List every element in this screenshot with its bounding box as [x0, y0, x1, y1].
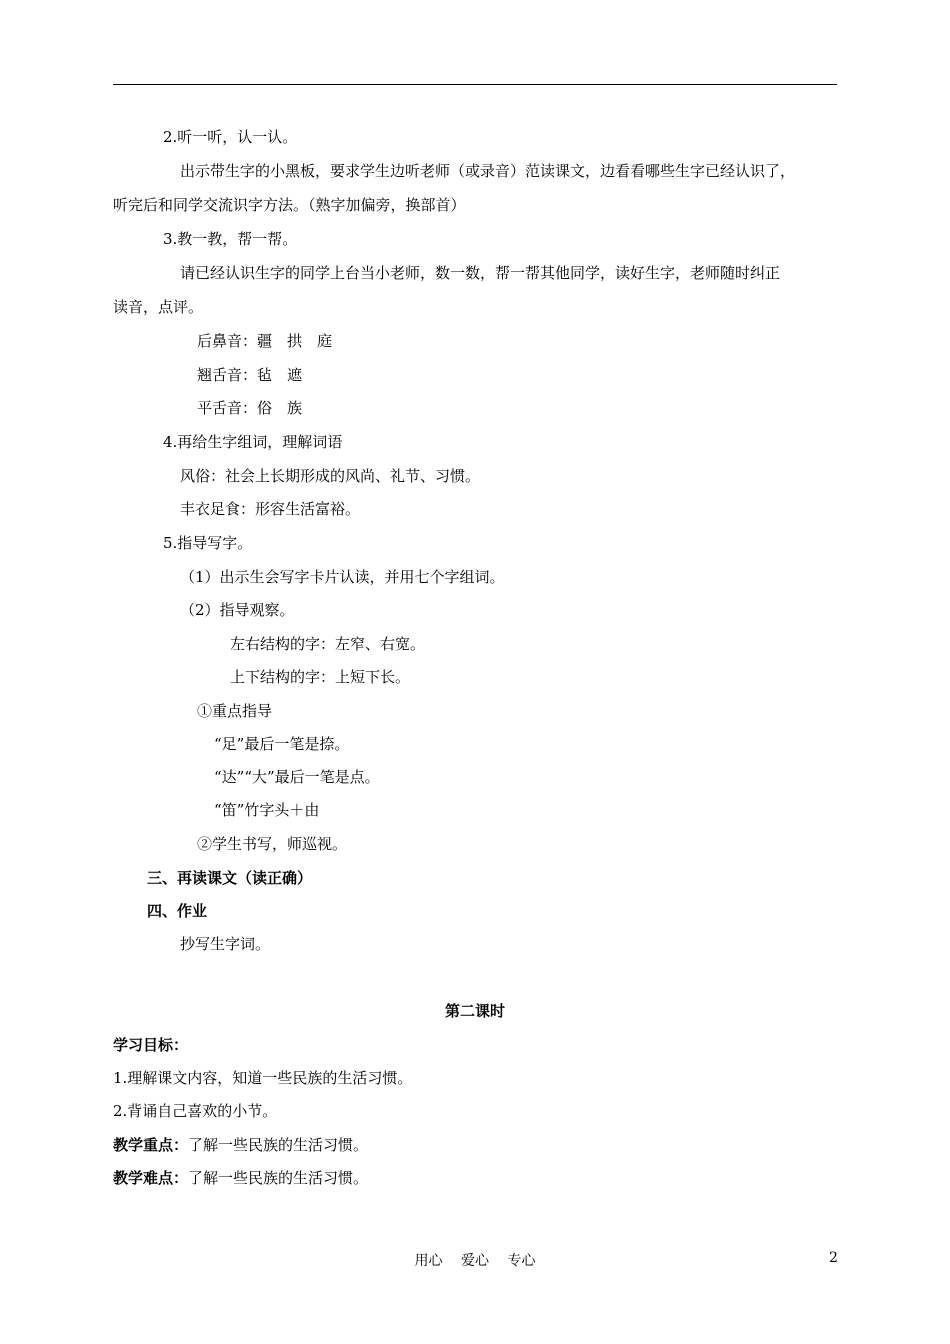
list-item: 左右结构的字：左窄、右宽。 — [230, 635, 426, 653]
sub-step: （2）指导观察。 — [180, 601, 295, 619]
section-heading: 四、作业 — [147, 902, 208, 920]
list-item: 平舌音：俗 族 — [197, 399, 303, 417]
list-item: ②学生书写，师巡视。 — [197, 835, 348, 853]
step-4-heading: 4.再给生字组词，理解词语 — [163, 433, 343, 451]
paragraph-line: 出示带生字的小黑板，要求学生边听老师（或录音）范读课文，边看看哪些生字已经认识了， — [180, 162, 796, 180]
goal-item: 2.背诵自己喜欢的小节。 — [113, 1102, 278, 1120]
list-item: ①重点指导 — [197, 702, 273, 720]
goal-item: 1.理解课文内容，知道一些民族的生活习惯。 — [113, 1069, 413, 1087]
section-heading: 三、再读课文（读正确） — [147, 869, 313, 887]
step-2-heading: 2.听一听，认一认。 — [163, 128, 298, 146]
paragraph-line: 请已经认识生字的同学上台当小老师，数一数，帮一帮其他同学，读好生字，老师随时纠正 — [180, 264, 781, 282]
paragraph-line: 抄写生字词。 — [180, 935, 271, 953]
header-rule — [113, 84, 837, 85]
list-item: 上下结构的字：上短下长。 — [230, 668, 411, 686]
goals-label: 学习目标： — [113, 1036, 189, 1054]
list-item: “达”“大”最后一笔是点。 — [214, 768, 380, 786]
page-number: 2 — [829, 1250, 838, 1266]
step-5-heading: 5.指导写字。 — [163, 534, 253, 552]
list-item: “笛”竹字头＋由 — [214, 801, 320, 819]
paragraph-line: 读音，点评。 — [113, 298, 204, 316]
key-point-text: 了解一些民族的生活习惯。 — [188, 1136, 369, 1154]
lesson-title: 第二课时 — [444, 1002, 505, 1020]
difficulty-label: 教学难点： — [113, 1169, 189, 1187]
key-point-line — [113, 1135, 368, 1155]
definition-item: 风俗：社会上长期形成的风尚、礼节、习惯。 — [180, 467, 481, 485]
key-point-label: 教学重点： — [113, 1136, 189, 1154]
sub-step: （1）出示生会写字卡片认读，并用七个字组词。 — [180, 568, 505, 586]
list-item: 翘舌音：毡 遮 — [197, 366, 303, 384]
difficulty-text: 了解一些民族的生活习惯。 — [188, 1169, 369, 1187]
difficulty-line — [113, 1168, 368, 1188]
definition-item: 丰衣足食：形容生活富裕。 — [180, 500, 361, 518]
list-item: “足”最后一笔是捺。 — [214, 735, 350, 753]
step-3-heading: 3.教一教，帮一帮。 — [163, 230, 298, 248]
list-item: 后鼻音：疆 拱 庭 — [197, 332, 333, 350]
footer-motto: 用心 爱心 专心 — [414, 1253, 536, 1269]
paragraph-line: 听完后和同学交流识字方法。（熟字加偏旁，换部首） — [113, 196, 466, 214]
